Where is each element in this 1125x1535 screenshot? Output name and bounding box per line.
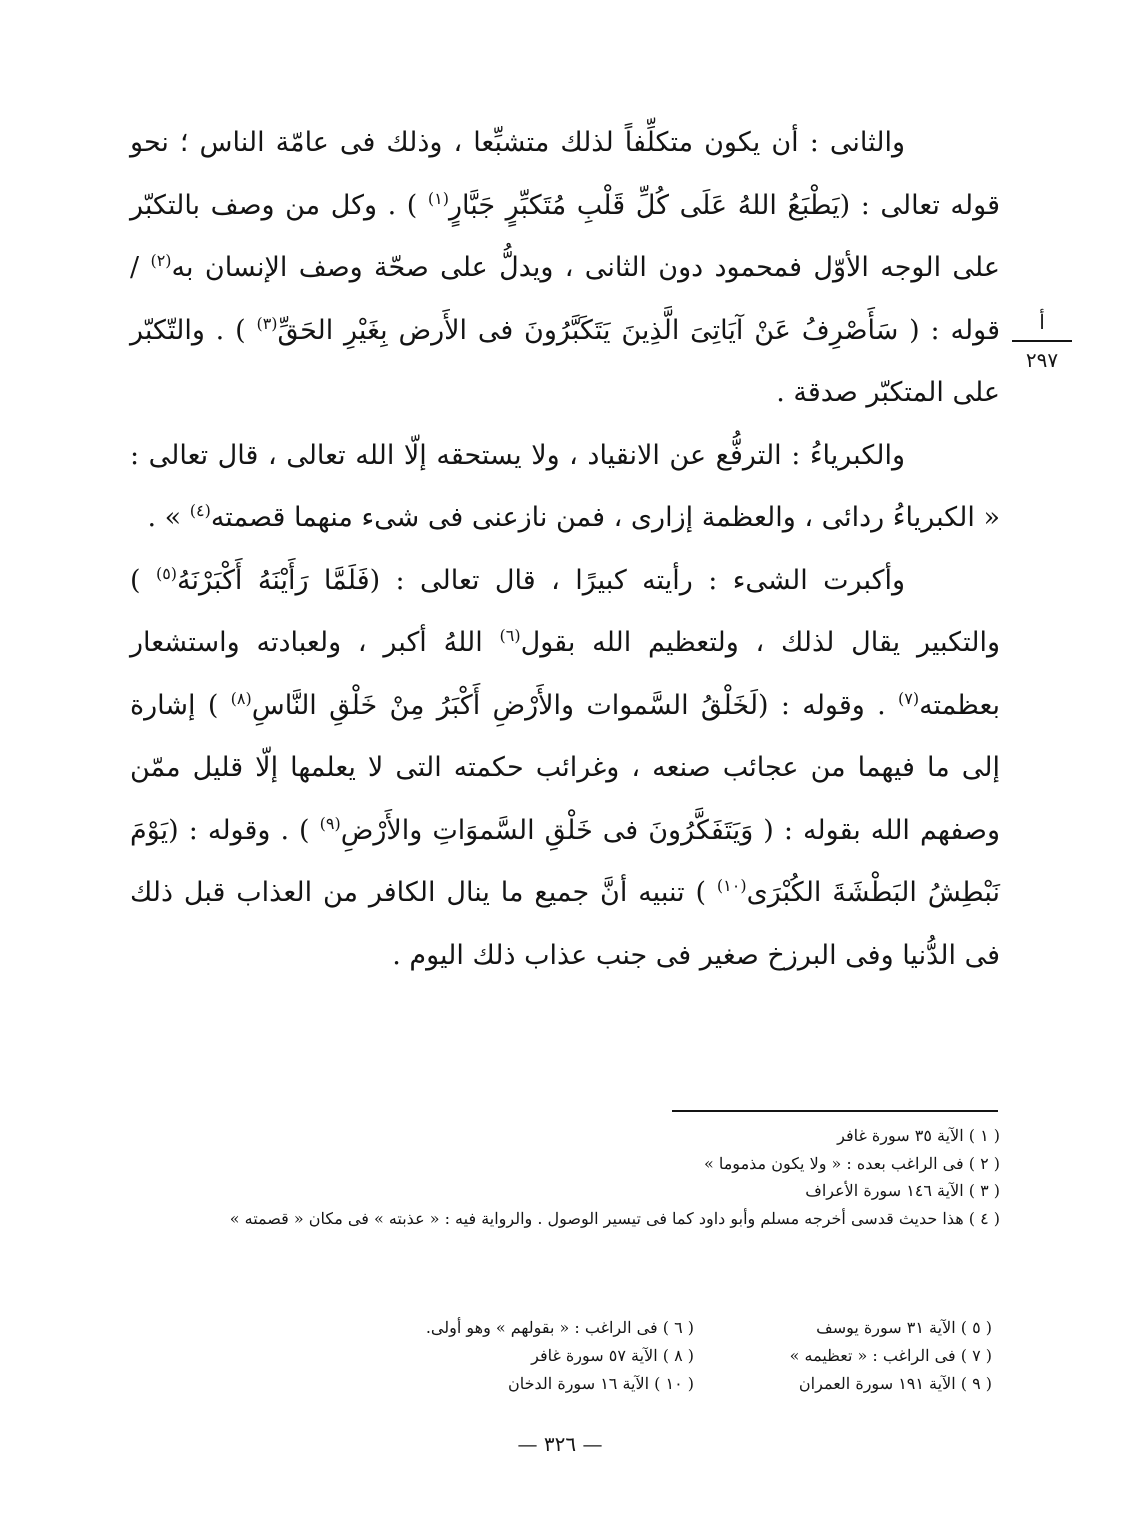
paragraph-text: . وقوله : (لَخَلْقُ السَّموات والأَرْضِ أَكْبَرُ مِنْ خَلْقِ النَّاسِ [251,689,886,721]
paragraph-text: والثانى : أن يكون متكلِّفاً لذلك متشبِّعا ، وذلك فى عامّة الناس ؛ نحو قوله تعالى : (يَطْبَعُ اللهُ عَلَى كُلِّ قَلْبِ مُتَكبِّرٍ جَبَّارٍ [130,127,1000,221]
footnote-number: ( ١ ) [968,1126,1000,1145]
footnote-number: ( ٨ ) [662,1346,694,1365]
paragraph-text: ) والتكبير يقال لذلك ، ولتعظيم الله بقول [130,564,1000,658]
margin-folio-number: ٢٩٧ [1025,348,1059,372]
footnote-number: ( ٥ ) [960,1318,992,1337]
paragraph-akbart [130,550,1000,988]
footnote-text: هذا حديث قدسى أخرجه مسلم وأبو داود كما فى تيسير الوصول . والرواية فيه : « عذبته » فى مكان « قصمته » [229,1208,964,1228]
footnote-8 [374,1342,702,1370]
paragraph-text: اللهُ أكبر ، ولعبادته واستشعار بعظمته [130,627,1000,721]
footnote-9 [702,1370,1000,1398]
footnote-marker: (١٠) [716,876,747,895]
footnote-text: الآية ٣٥ سورة غافر [837,1126,964,1145]
footnote-marker: (٦) [499,626,521,645]
footnote-marker: (١) [427,188,449,208]
footnote-marker: (٨) [230,688,252,708]
footnote-marker: (٣) [256,313,278,333]
footnote-marker: (٥) [155,563,178,583]
main-text [130,112,1000,987]
footnote-row [132,1370,1000,1398]
paragraph-text: ) . وكل من وصف بالتكبّر على الوجه الأوّل فمحمود دون الثانى ، ويدلُّ على صحّة وصف الإنسان به [130,189,1000,283]
footnote-3 [132,1177,1000,1205]
footnote-text: فى الراغب : « تعظيمه » [789,1346,956,1365]
footnote-5 [702,1314,1000,1342]
footnotes-list [132,1122,1000,1232]
footnote-2 [132,1150,1000,1178]
footnote-text: الآية ١٤٦ سورة الأعراف [805,1181,964,1200]
footnote-separator [672,1110,998,1112]
footnote-7 [702,1342,1000,1370]
footnote-row [132,1342,1000,1370]
paragraph-text: ) تنبيه أنَّ جميع ما ينال الكافر من العذاب قبل ذلك فى الدُّنيا وفى البرزخ صغير فى جنب عذاب ذلك اليوم . [130,877,1000,971]
margin-folio-side: أ [1039,310,1045,334]
footnote-10 [374,1370,702,1398]
footnote-4 [132,1205,1000,1233]
footnote-text: الآية ٥٧ سورة غافر [531,1346,658,1365]
footnote-text: فى الراغب بعده : « ولا يكون مذموما » [703,1153,964,1173]
footnote-number: ( ١٠ ) [654,1374,694,1393]
footnote-text: فى الراغب : « بقولهم » وهو أولى. [425,1318,658,1337]
paragraph-text: » . [147,502,182,533]
footnote-row [132,1314,1000,1342]
footnote-6 [374,1314,702,1342]
page-number: — ٣٢٦ — [517,1432,603,1456]
margin-folio-rule [1012,340,1072,342]
footnote-marker: (٧) [897,688,920,708]
footnote-number: ( ٧ ) [960,1346,992,1365]
paragraph-text: ) إشارة إلى ما فيهما من عجائب صنعه ، وغرائب حكمته التى لا يعلمها إلّا قليل ممّن وصفهم الله بقوله : ( وَيَتَفَكَّرُونَ فى خَلْقِ السَّموَاتِ والأَرْضِ [130,689,1000,846]
paragraph-text: / قوله : ( سَأَصْرِفُ عَنْ آيَاتِىَ الَّذِينَ يَتَكَبَّرُونَ فى الأَرض بِغَيْرِ الحَقِّ [130,252,1000,346]
margin-folio-reference [1012,310,1072,372]
footnote-marker: (٤) [189,501,211,520]
footnote-number: ( ٩ ) [960,1374,992,1393]
footnote-number: ( ٣ ) [968,1181,1000,1200]
paragraph-text: والكبرياءُ : الترفُّع عن الانقياد ، ولا يستحقه إلّا الله تعالى ، قال تعالى : « الكبرياءُ ردائى ، والعظمة إزارى ، فمن نازعنى فى شىء منهما قصمته [130,439,1000,533]
footnote-text: الآية ١٦ سورة الدخان [508,1374,650,1393]
footnote-marker: (٩) [319,813,341,833]
footnote-number: ( ٢ ) [968,1153,1000,1173]
paragraph-text: وأكبرت الشىء : رأيته كبيرًا ، قال تعالى : (فَلَمَّا رَأَيْنَهُ أَكْبَرْنَهُ [177,564,905,596]
paragraph-text: ) . والتّكبّر على المتكبّر صدقة . [130,314,1000,408]
paragraph-second-type [130,112,1000,425]
footnotes-columns [132,1314,1000,1398]
paragraph-kibriya [130,425,1000,550]
footnote-marker: (٢) [150,251,172,270]
paragraph-text: ) . وقوله : (يَوْمَ نَبْطِشُ البَطْشَةَ الكُبْرَى [130,814,1000,908]
footnote-text: الآية ١٩١ سورة العمران [798,1374,956,1393]
footnote-number: ( ٦ ) [662,1318,694,1337]
footnote-number: ( ٤ ) [968,1208,1000,1228]
footnote-text: الآية ٣١ سورة يوسف [816,1318,956,1337]
footnote-1 [132,1122,1000,1150]
